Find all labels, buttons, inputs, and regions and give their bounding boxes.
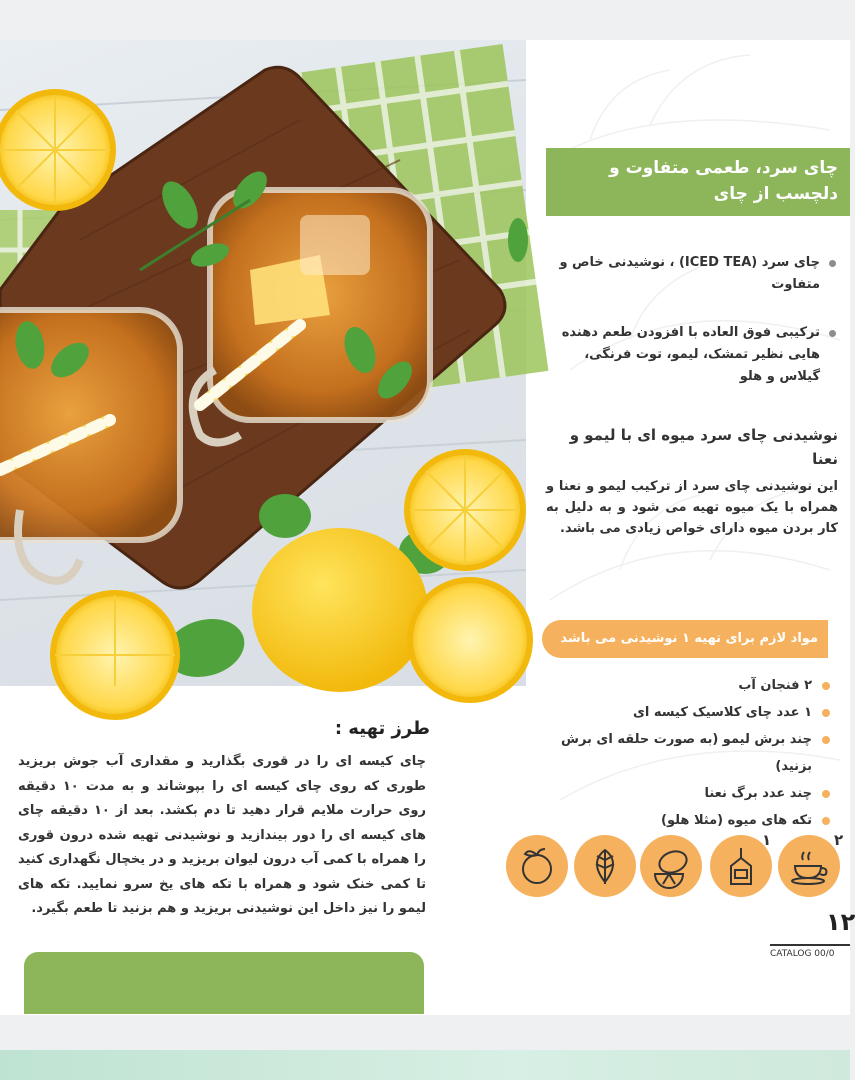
tea-bag-count: ۱ — [762, 831, 772, 849]
method-text: چای کیسه ای را در قوری بگذارید و مقداری آب جوش بریزید طوری که روی چای کیسه ای را بپوشاند و به مدت ۱۰ دقیقه روی حرارت ملایم قرار دهید تا دم بکشد. بعد از ۱۰ دقیقه چای های کیسه ای را دور بیندازید و نوشیدنی تهیه شده درون قوری را همراه با کمی آب درون لیوان بریزید و در یخچال نگهداری کنید تا کمی خنک شود و همراه با تکه های یخ سرو نمایید. تکه های لیمو را نیز داخل این نوشیدنی بریزید و هم بزنید تا طعم بگیرد. — [18, 754, 426, 916]
tea-cup-count: ۲ — [834, 831, 844, 849]
green-footer-box — [24, 952, 424, 1014]
lemon-icon — [640, 835, 702, 897]
bullet-dot-icon — [829, 260, 836, 267]
method-heading: طرز تهیه : — [334, 718, 430, 739]
ingredient-item — [520, 780, 832, 807]
ingredients-label: مواد لازم برای تهیه ۱ نوشیدنی می باشد — [560, 631, 818, 646]
ingredient-item — [520, 699, 832, 726]
ingredient-text: چند برش لیمو (به صورت حلقه ای برش بزنید) — [561, 732, 812, 774]
bullet-item — [556, 322, 838, 388]
bullet-list — [556, 252, 838, 296]
catalog-label: CATALOG 00/0 — [770, 944, 850, 959]
section-paragraph: این نوشیدنی چای سرد از ترکیب لیمو و نعنا و همراه با یک میوه تهیه می شود و به دلیل به کار بردن میوه دارای خواص زیادی می باشد. — [546, 479, 838, 536]
page-title: چای سرد، طعمی متفاوت و دلچسب از چای — [546, 148, 850, 216]
catalog-page — [0, 40, 855, 1015]
ingredient-item — [520, 726, 832, 780]
iced-tea-photo — [0, 40, 526, 686]
ingredient-text: ۱ عدد چای کلاسیک کیسه ای — [633, 705, 812, 720]
bullet-list-2 — [556, 322, 838, 388]
ingredient-text: ۲ فنجان آب — [738, 678, 812, 693]
ingredient-item — [520, 672, 832, 699]
ingredient-item — [520, 807, 832, 834]
bullet-dot-icon — [822, 790, 830, 798]
bullet-item — [556, 252, 838, 296]
section-subheading: نوشیدنی چای سرد میوه ای با لیمو و نعنا — [569, 426, 838, 468]
tea-cup-icon — [778, 835, 840, 897]
bottom-bar — [0, 1050, 850, 1080]
bullet-text: ترکیبی فوق العاده با افزودن طعم دهنده هایی نظیر تمشک، لیمو، توت فرنگی، گیلاس و هلو — [561, 325, 820, 384]
bullet-dot-icon — [829, 330, 836, 337]
ingredient-text: تکه های میوه (مثلا هلو) — [661, 813, 812, 828]
bullet-text: چای سرد (ICED TEA) ، نوشیدنی خاص و متفاوت — [559, 255, 820, 292]
page-number: ۱۲ — [826, 908, 855, 936]
bullet-dot-icon — [822, 709, 830, 717]
peach-icon — [506, 835, 568, 897]
bullet-dot-icon — [822, 817, 830, 825]
bullet-dot-icon — [822, 736, 830, 744]
ingredient-text: چند عدد برگ نعنا — [704, 786, 812, 801]
bullet-dot-icon — [822, 682, 830, 690]
ingredient-icons — [504, 831, 850, 899]
mint-leaf-icon — [574, 835, 636, 897]
ingredients-list — [520, 672, 832, 834]
